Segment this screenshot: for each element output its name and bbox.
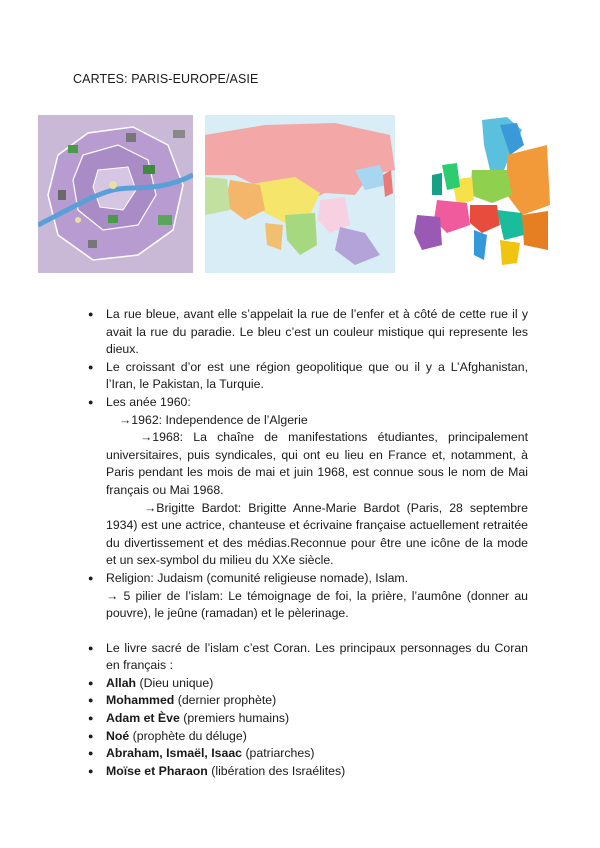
personnage-name: Adam et Ève xyxy=(106,711,180,726)
personnage-name: Noé xyxy=(106,728,130,743)
personnage-desc: (libération des Israélites) xyxy=(207,763,346,778)
personnage-name: Abraham, Ismaël, Isaac xyxy=(106,746,243,761)
sub-bardot xyxy=(84,500,528,570)
personnage-mohammed xyxy=(84,692,528,710)
personnage-name: Allah xyxy=(106,675,137,690)
personnage-noe xyxy=(84,728,528,746)
bullet-rue-bleue: ● La rue bleue, avant elle s’appelait la rue de l’enfer et à côté de cette rue il y avait la rue du paradie. Le bleu c’est un couleur mistique qui represente les dieux. xyxy=(84,306,528,359)
bullet-coran: ● Le livre sacré de l’islam c’est Coran. Les principaux personnages du Coran en français : xyxy=(84,640,528,675)
sub-piliers: → 5 pilier de l’islam: Le témoignage de foi, la prière, l’aumône (donner au pouvre), le jeûne (ramadan) et le pèlerinage. xyxy=(106,588,528,621)
sub-mai-1968 xyxy=(84,429,528,499)
personnage-moise xyxy=(84,763,528,781)
asia-map xyxy=(205,115,395,273)
bardot-text: →Brigitte Bardot: Brigitte Anne-Marie Bardot (Paris, 28 septembre 1934) est une actrice, chanteuse et écrivaine française actuellement retraitée du divertissement et des médias.Reconnue pour être une icône de la mode et un sex-symbol du milieu du XXe siècle. xyxy=(106,500,528,568)
bullet-croissant: ● Le croissant d’or est une région geopolitique que ou il y a L’Afghanistan, l’Iran, le Pakistan, la Turquie. xyxy=(84,359,528,394)
notes-content xyxy=(84,306,528,780)
personnage-abraham xyxy=(84,745,528,763)
personnage-adam-eve xyxy=(84,710,528,728)
bullet-religion: ● Religion: Judaism (comunité religieuse nomade), Islam. xyxy=(84,570,528,588)
europe-map xyxy=(412,115,550,273)
personnage-name: Mohammed xyxy=(106,693,175,708)
paris-map xyxy=(38,115,193,273)
spacer xyxy=(84,623,528,640)
maps-row xyxy=(38,115,550,273)
personnage-name: Moïse et Pharaon xyxy=(106,763,208,778)
sub-independence: →1962: Independence de l’Algerie xyxy=(119,412,308,427)
bullet-annees-1960: ● Les anée 1960: xyxy=(84,394,528,412)
personnage-desc: (Dieu unique) xyxy=(136,675,214,690)
mai68-text: →1968: La chaîne de manifestations étudiantes, principalement universitaires, puis syndicales, qui ont eu lieu en France et, notamment, à Paris pendant les mois de mai et juin 1968, est connue sous le nom de Mai français ou Mai 1968. xyxy=(106,430,528,497)
personnage-desc: (premiers humains) xyxy=(179,711,290,726)
personnage-desc: (patriarches) xyxy=(242,746,315,761)
personnage-allah xyxy=(84,675,528,693)
page-title: CARTES: PARIS-EUROPE/ASIE xyxy=(73,72,259,86)
personnage-desc: (prophète du déluge) xyxy=(129,728,247,743)
personnage-desc: (dernier prophète) xyxy=(174,693,277,708)
